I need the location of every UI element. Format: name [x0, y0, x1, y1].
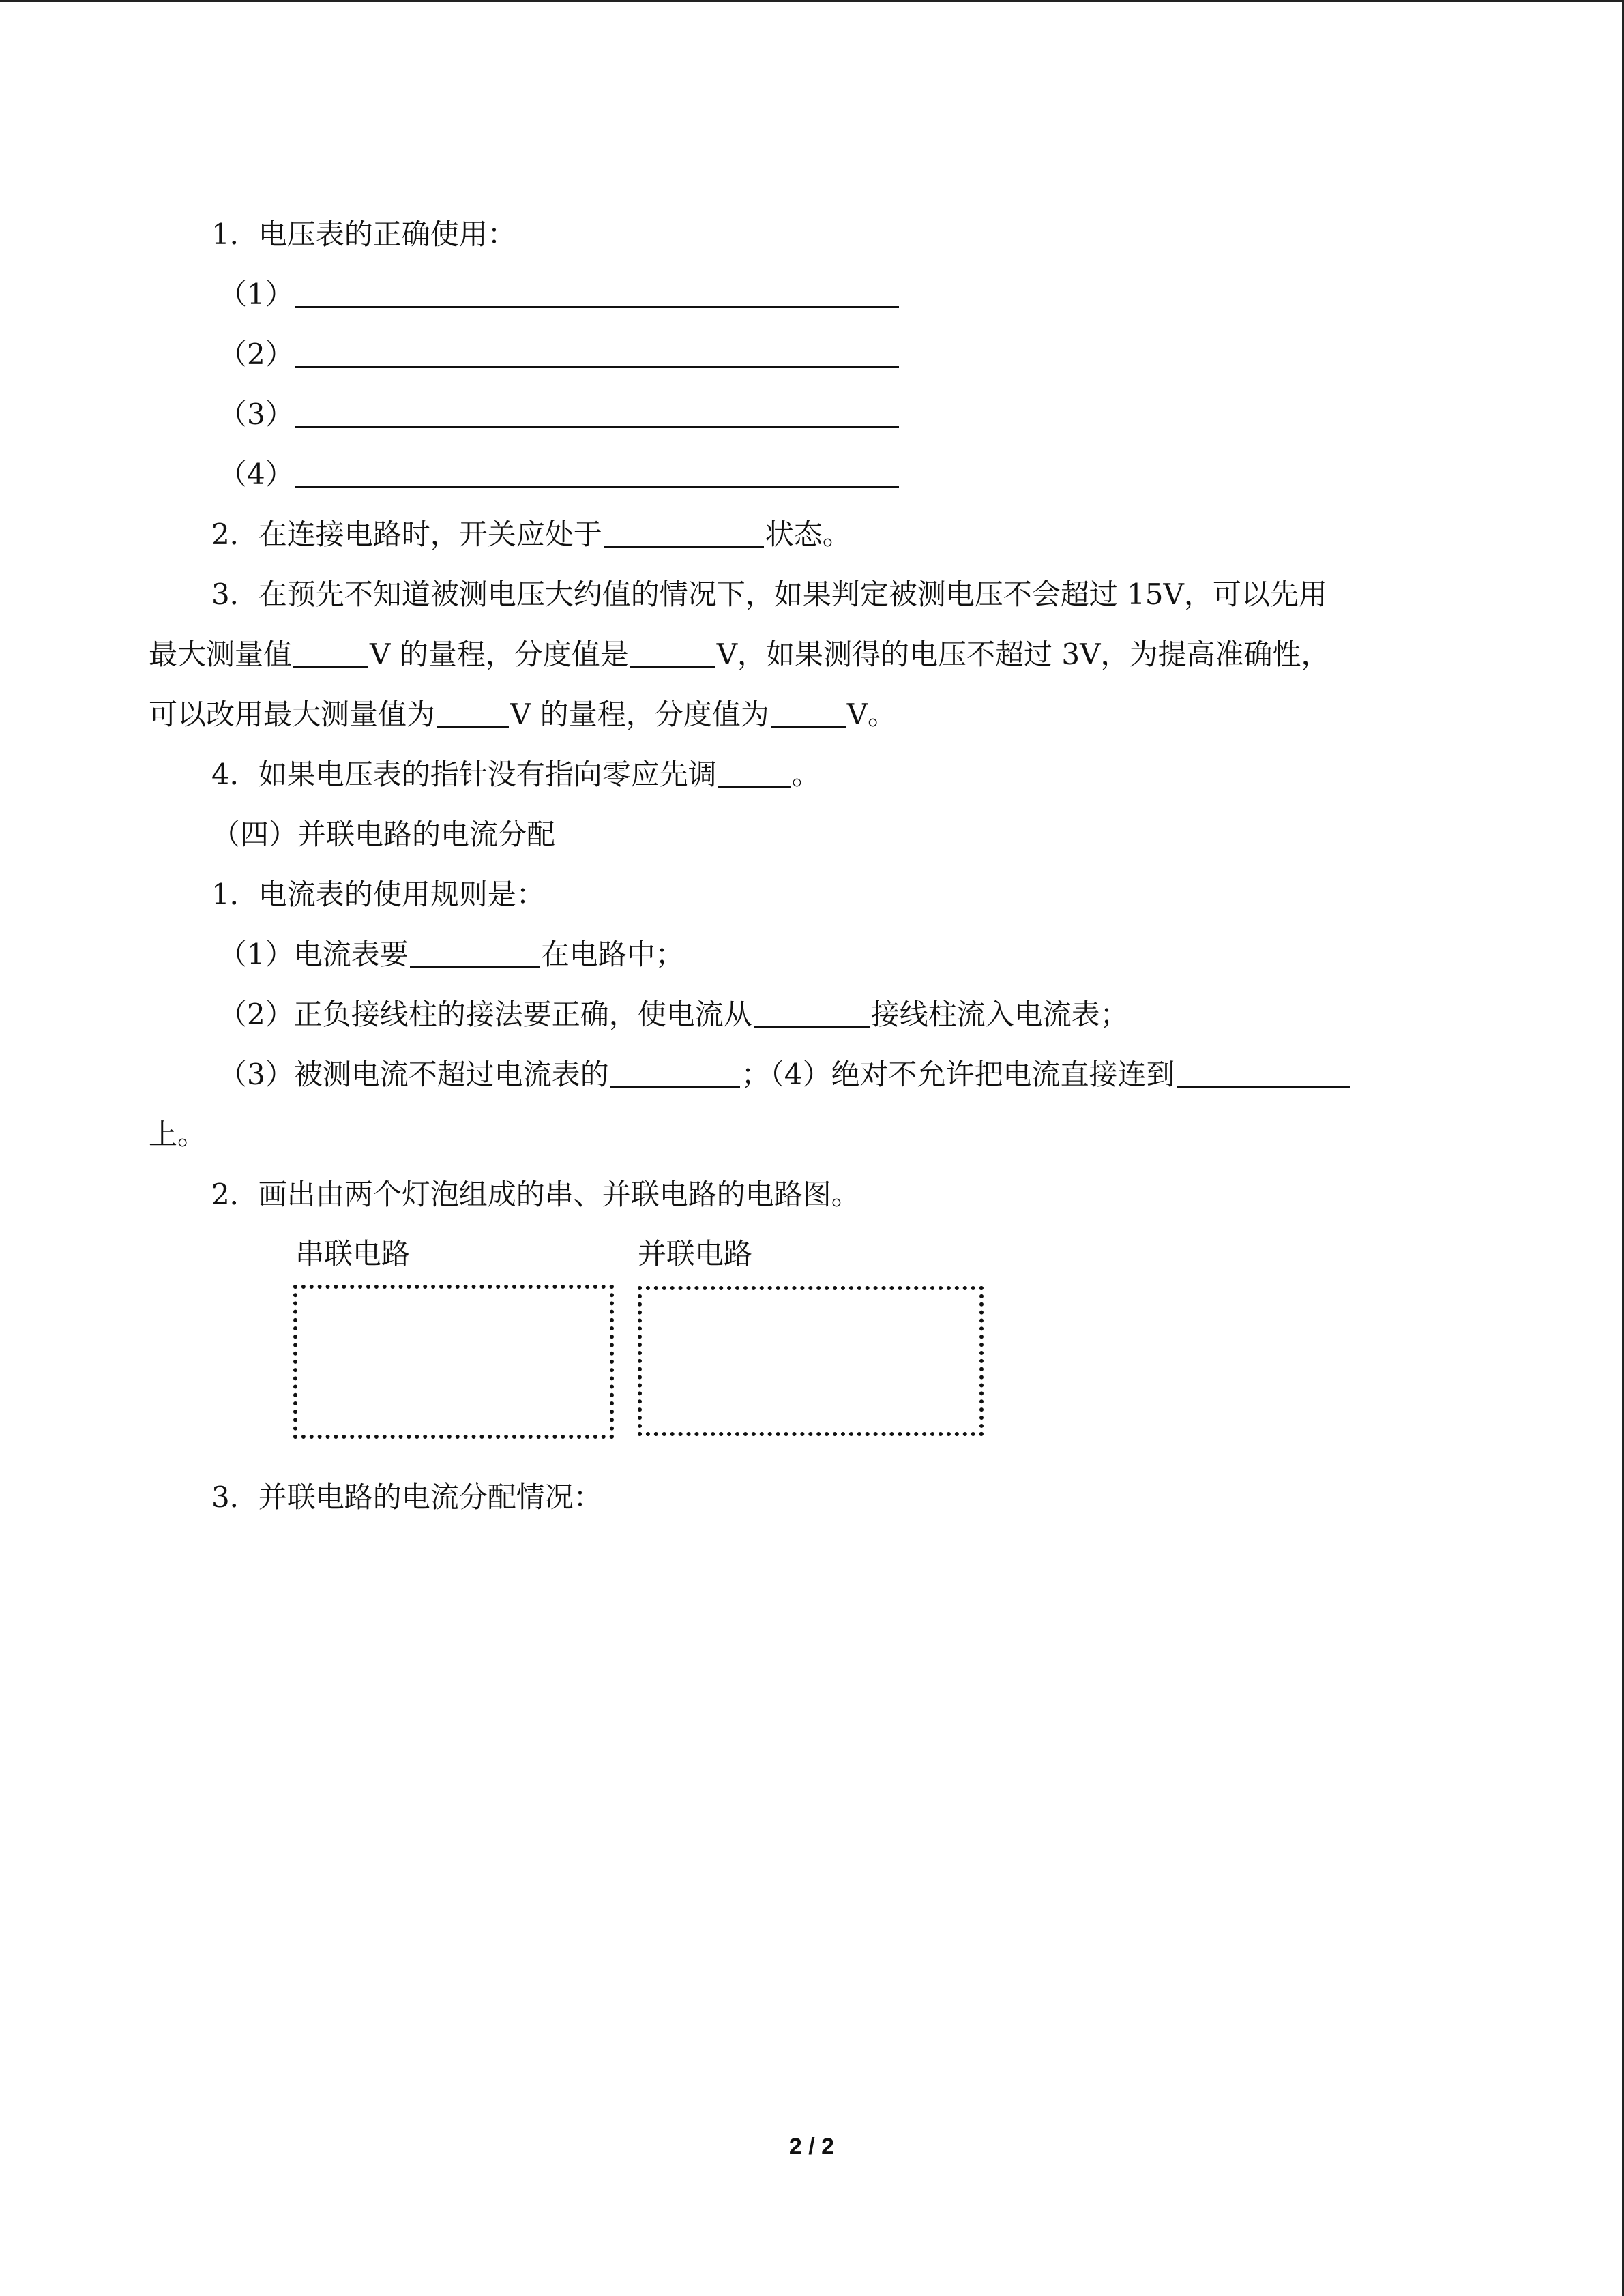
voltmeter-range-question-line-2: [149, 636, 1329, 674]
parallel-circuit-drawing-area[interactable]: [638, 1286, 984, 1436]
terminal-direction-blank[interactable]: [754, 999, 870, 1028]
question-text-part: V 的量程，分度值是: [370, 638, 629, 671]
switch-state-question: [211, 516, 851, 554]
voltmeter-use-item-2: [218, 336, 900, 374]
question-text-part: V，如果测得的电压不超过 3V，为提高准确性，: [716, 638, 1330, 671]
rule-continuation-text: 上。: [149, 1118, 207, 1151]
question-text: 并联电路的电流分配情况：: [258, 1480, 602, 1514]
rule-label: （3）: [218, 1058, 294, 1091]
switch-state-blank[interactable]: [604, 519, 764, 548]
smaller-range-blank[interactable]: [437, 699, 509, 728]
answer-blank-3[interactable]: [295, 399, 899, 428]
question-text-after: 状态。: [765, 518, 851, 551]
voltmeter-use-item-1: [218, 275, 900, 314]
rule-text-before: 正负接线柱的接法要正确，使电流从: [293, 998, 752, 1031]
answer-blank-2[interactable]: [295, 339, 899, 368]
section-heading: [211, 816, 555, 854]
voltmeter-range-question-line-3: [149, 696, 896, 734]
item-label: （2）: [218, 338, 294, 371]
forbidden-connection-blank[interactable]: [1177, 1059, 1350, 1088]
rule-text-before: 电流表要: [293, 938, 409, 971]
parallel-circuit-label: 并联电路: [638, 1237, 753, 1270]
page-top-border: [0, 0, 1624, 2]
question-number: 4．: [211, 758, 259, 791]
question-text-part: 可以改用最大测量值为: [149, 698, 436, 731]
item-label: （1）: [218, 278, 294, 311]
section-heading-text: （四）并联电路的电流分配: [211, 818, 556, 851]
smaller-division-blank[interactable]: [771, 699, 846, 728]
question-number: 3．: [211, 578, 259, 611]
question-text: 电压表的正确使用：: [258, 218, 516, 251]
rule-text-after: 在电路中；: [540, 938, 684, 971]
rule-text-after: 接线柱流入电流表；: [870, 998, 1129, 1031]
question-text: 电流表的使用规则是：: [258, 878, 545, 911]
voltmeter-use-item-3: [218, 396, 900, 434]
voltmeter-use-item-4: [218, 456, 900, 494]
ammeter-rule-1: [218, 936, 684, 974]
voltmeter-range-question-line-1: [211, 576, 1327, 614]
answer-blank-4[interactable]: [295, 459, 899, 488]
parallel-current-question: [211, 1478, 602, 1517]
item-label: （4）: [218, 458, 294, 491]
question-number: 2．: [211, 518, 259, 551]
rule-label: （4）: [769, 1058, 831, 1091]
question-number: 2．: [211, 1178, 259, 1211]
rule-text-before: 绝对不允许把电流直接连到: [831, 1058, 1175, 1091]
max-range-blank[interactable]: [293, 639, 368, 668]
zero-adjust-blank[interactable]: [718, 759, 791, 788]
page-number: 2 / 2: [788, 2134, 835, 2160]
item-label: （3）: [218, 398, 294, 431]
zero-adjust-question: [211, 756, 821, 794]
question-text-part: V 的量程，分度值为: [510, 698, 769, 731]
connection-method-blank[interactable]: [410, 939, 540, 968]
question-text: 在预先不知道被测电压大约值的情况下，如果判定被测电压不会超过 15V，可以先用: [258, 578, 1327, 611]
series-circuit-drawing-area[interactable]: [293, 1285, 614, 1439]
measurement-limit-blank[interactable]: [610, 1059, 740, 1088]
question-number: 1．: [211, 878, 259, 911]
rule-label: （1）: [218, 938, 294, 971]
rule-text-before: 被测电流不超过电流表的: [293, 1058, 609, 1091]
voltmeter-question-1: [211, 215, 516, 254]
rule-text-after: ；: [741, 1058, 770, 1091]
question-text-before: 如果电压表的指针没有指向零应先调: [258, 758, 717, 791]
answer-blank-1[interactable]: [295, 279, 899, 308]
ammeter-rule-3-and-4: [218, 1056, 1352, 1094]
ammeter-rules-question: [211, 876, 545, 914]
question-text-before: 在连接电路时，开关应处于: [258, 518, 602, 551]
question-text-part: 最大测量值: [149, 638, 293, 671]
question-number: 1．: [211, 218, 259, 251]
circuit-drawing-question: [211, 1176, 860, 1214]
question-number: 3．: [211, 1480, 259, 1514]
series-circuit-label: 串联电路: [295, 1237, 411, 1270]
rule-label: （2）: [218, 998, 294, 1031]
division-value-blank[interactable]: [630, 639, 715, 668]
question-text: 画出由两个灯泡组成的串、并联电路的电路图。: [258, 1178, 860, 1211]
question-text-part: V。: [846, 698, 897, 731]
ammeter-rule-2: [218, 996, 1129, 1034]
question-text-after: 。: [791, 758, 821, 791]
ammeter-rule-4-continuation: [149, 1116, 206, 1154]
